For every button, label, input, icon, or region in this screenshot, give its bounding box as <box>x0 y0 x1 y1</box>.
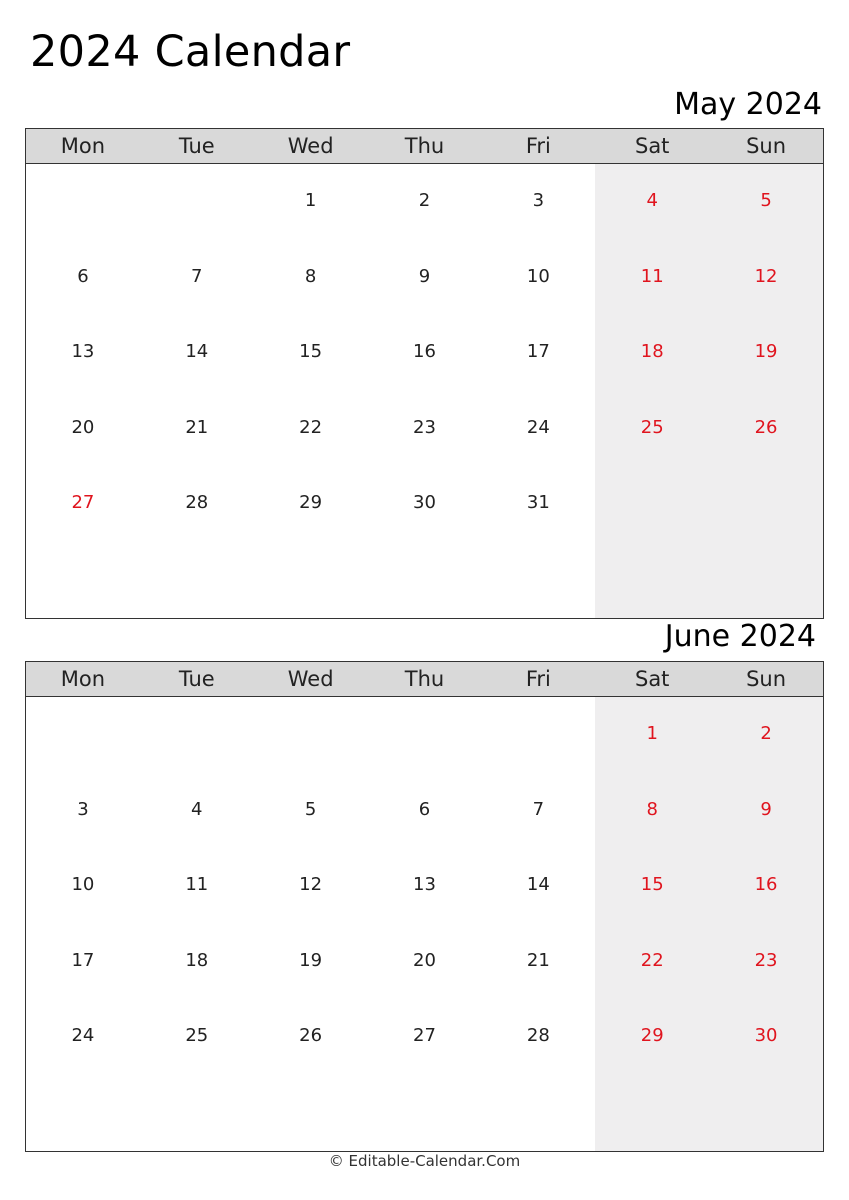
day-cell: 5 <box>709 164 823 240</box>
day-cell: 20 <box>368 924 482 1000</box>
day-cell: 12 <box>709 240 823 316</box>
day-cell: 27 <box>368 999 482 1075</box>
weekday-header: Sat <box>595 662 709 697</box>
weekday-header: Mon <box>26 662 140 697</box>
empty-day-cell <box>254 542 368 618</box>
day-cell: 9 <box>709 773 823 849</box>
empty-day-cell <box>368 1075 482 1151</box>
day-cell: 30 <box>368 466 482 542</box>
day-cell: 24 <box>26 999 140 1075</box>
weekday-header: Fri <box>481 662 595 697</box>
day-cell: 15 <box>254 315 368 391</box>
day-cell: 2 <box>709 697 823 773</box>
day-cell: 3 <box>481 164 595 240</box>
empty-day-cell <box>254 1075 368 1151</box>
day-cell: 9 <box>368 240 482 316</box>
day-cell: 12 <box>254 848 368 924</box>
empty-day-cell <box>709 466 823 542</box>
day-cell: 8 <box>595 773 709 849</box>
day-cell: 4 <box>595 164 709 240</box>
empty-day-cell <box>140 542 254 618</box>
day-cell: 5 <box>254 773 368 849</box>
day-cell: 15 <box>595 848 709 924</box>
day-cell: 26 <box>254 999 368 1075</box>
empty-day-cell <box>481 1075 595 1151</box>
day-cell: 6 <box>26 240 140 316</box>
day-cell: 29 <box>254 466 368 542</box>
day-cell: 24 <box>481 391 595 467</box>
day-cell: 4 <box>140 773 254 849</box>
weekday-header: Tue <box>140 662 254 697</box>
day-cell: 23 <box>709 924 823 1000</box>
day-cell: 10 <box>26 848 140 924</box>
day-cell: 7 <box>140 240 254 316</box>
weekday-header: Fri <box>481 129 595 164</box>
day-cell: 25 <box>140 999 254 1075</box>
empty-day-cell <box>140 164 254 240</box>
day-cell: 28 <box>140 466 254 542</box>
day-cell: 22 <box>254 391 368 467</box>
weekday-header: Thu <box>368 662 482 697</box>
weekday-header: Sun <box>709 129 823 164</box>
day-cell: 19 <box>709 315 823 391</box>
day-cell: 14 <box>481 848 595 924</box>
day-cell: 31 <box>481 466 595 542</box>
empty-day-cell <box>368 542 482 618</box>
day-cell: 11 <box>140 848 254 924</box>
day-cell: 20 <box>26 391 140 467</box>
empty-day-cell <box>595 1075 709 1151</box>
empty-day-cell <box>481 697 595 773</box>
day-cell: 17 <box>26 924 140 1000</box>
day-cell: 29 <box>595 999 709 1075</box>
day-cell: 13 <box>26 315 140 391</box>
empty-day-cell <box>26 697 140 773</box>
day-cell: 3 <box>26 773 140 849</box>
month-title: May 2024 <box>674 87 822 122</box>
weekday-header: Wed <box>254 129 368 164</box>
weekday-header: Wed <box>254 662 368 697</box>
day-cell: 1 <box>595 697 709 773</box>
weekday-header: Mon <box>26 129 140 164</box>
day-cell: 21 <box>481 924 595 1000</box>
weekday-header: Sat <box>595 129 709 164</box>
day-cell: 1 <box>254 164 368 240</box>
empty-day-cell <box>481 542 595 618</box>
day-cell: 16 <box>368 315 482 391</box>
day-cell: 30 <box>709 999 823 1075</box>
empty-day-cell <box>709 1075 823 1151</box>
day-cell: 28 <box>481 999 595 1075</box>
day-cell: 25 <box>595 391 709 467</box>
day-cell: 18 <box>595 315 709 391</box>
day-cell: 16 <box>709 848 823 924</box>
empty-day-cell <box>368 697 482 773</box>
footer-credit: © Editable-Calendar.Com <box>328 1152 521 1170</box>
page-title: 2024 Calendar <box>30 27 351 77</box>
day-cell: 11 <box>595 240 709 316</box>
day-cell: 19 <box>254 924 368 1000</box>
day-cell: 6 <box>368 773 482 849</box>
day-cell: 18 <box>140 924 254 1000</box>
empty-day-cell <box>140 1075 254 1151</box>
empty-day-cell <box>595 542 709 618</box>
weekday-header: Tue <box>140 129 254 164</box>
empty-day-cell <box>26 542 140 618</box>
day-cell: 2 <box>368 164 482 240</box>
month-grid <box>25 128 824 619</box>
empty-day-cell <box>26 1075 140 1151</box>
day-cell: 8 <box>254 240 368 316</box>
day-cell: 14 <box>140 315 254 391</box>
day-cell: 27 <box>26 466 140 542</box>
day-cell: 10 <box>481 240 595 316</box>
weekday-header: Sun <box>709 662 823 697</box>
day-cell: 22 <box>595 924 709 1000</box>
day-cell: 21 <box>140 391 254 467</box>
month-title: June 2024 <box>664 619 816 654</box>
day-cell: 7 <box>481 773 595 849</box>
day-cell: 26 <box>709 391 823 467</box>
empty-day-cell <box>140 697 254 773</box>
empty-day-cell <box>709 542 823 618</box>
day-cell: 23 <box>368 391 482 467</box>
empty-day-cell <box>595 466 709 542</box>
day-cell: 17 <box>481 315 595 391</box>
empty-day-cell <box>26 164 140 240</box>
empty-day-cell <box>254 697 368 773</box>
day-cell: 13 <box>368 848 482 924</box>
weekday-header: Thu <box>368 129 482 164</box>
month-grid <box>25 661 824 1152</box>
